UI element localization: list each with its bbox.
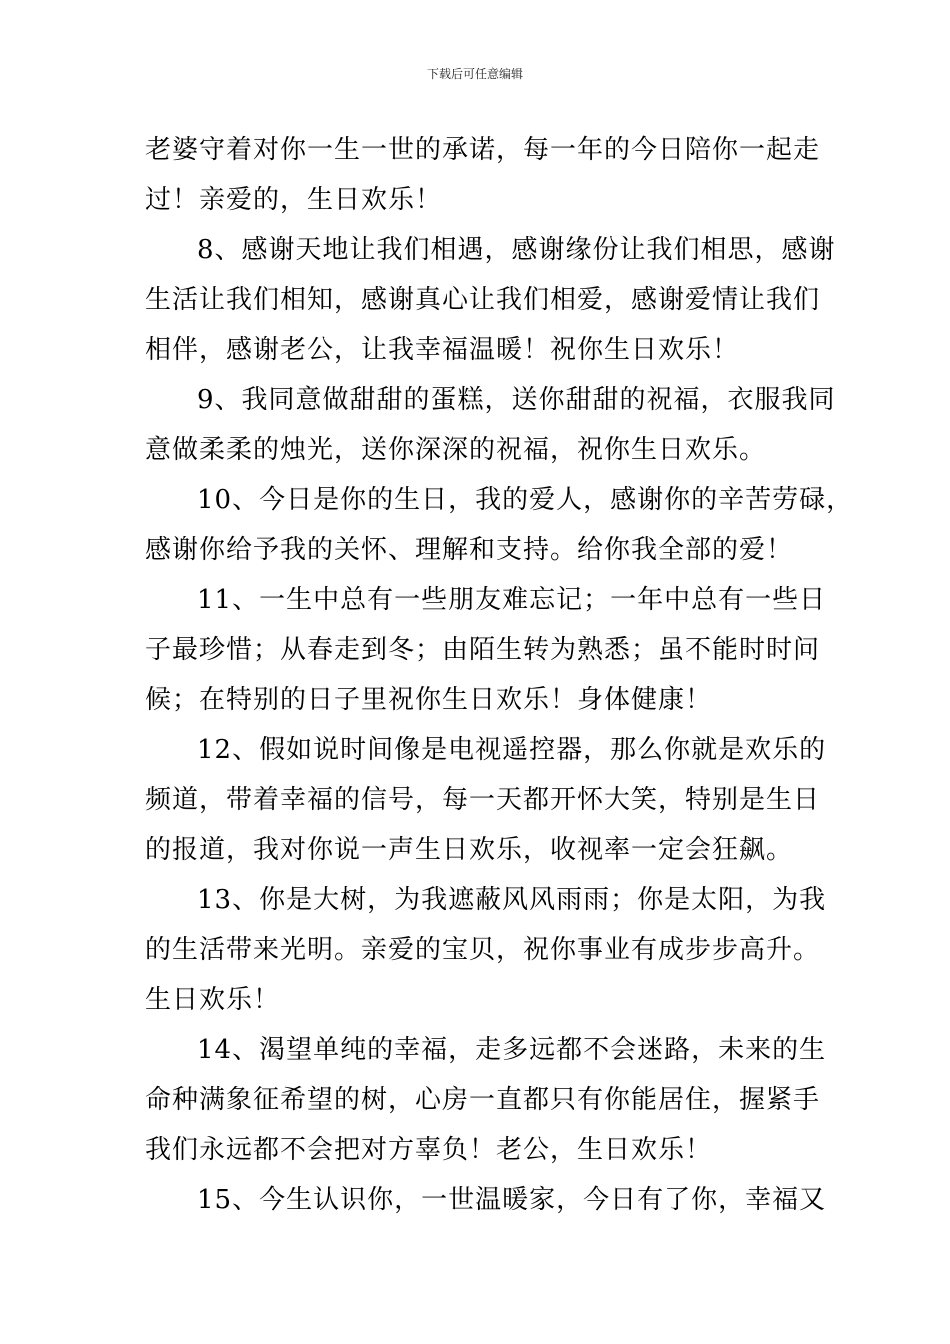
text-line: 生日欢乐！ [145, 985, 281, 1015]
text-line: 生活让我们相知，感谢真心让我们相爱，感谢爱情让我们 [145, 285, 821, 315]
text-line: 的生活带来光明。亲爱的宝贝，祝你事业有成步步高升。 [145, 935, 821, 965]
body-text [145, 125, 854, 1225]
page-header: 下载后可任意编辑 [426, 67, 523, 81]
text-line: 频道，带着幸福的信号，每一天都开怀大笑，特别是生日 [145, 785, 821, 815]
text-line: 13、你是大树，为我遮蔽风风雨雨；你是太阳，为我 [197, 885, 827, 915]
text-line: 14、渴望单纯的幸福，走多远都不会迷路，未来的生 [197, 1035, 827, 1065]
text-line: 老婆守着对你一生一世的承诺，每一年的今日陪你一起走 [145, 135, 821, 165]
text-line: 候；在特别的日子里祝你生日欢乐！身体健康！ [145, 685, 713, 715]
text-line: 的报道，我对你说一声生日欢乐，收视率一定会狂飙。 [145, 835, 794, 865]
text-line: 我们永远都不会把对方辜负！老公，生日欢乐！ [145, 1135, 713, 1165]
text-line: 相伴，感谢老公，让我幸福温暖！祝你生日欢乐！ [145, 335, 740, 365]
text-line: 意做柔柔的烛光，送你深深的祝福，祝你生日欢乐。 [145, 435, 767, 465]
text-line: 12、假如说时间像是电视遥控器，那么你就是欢乐的 [197, 735, 827, 765]
text-line: 15、今生认识你，一世温暖家，今日有了你，幸福又 [197, 1185, 827, 1215]
text-line: 感谢你给予我的关怀、理解和支持。给你我全部的爱！ [145, 535, 794, 565]
text-line: 9、我同意做甜甜的蛋糕，送你甜甜的祝福，衣服我同 [197, 385, 836, 415]
text-line: 命种满象征希望的树，心房一直都只有你能居住，握紧手 [145, 1085, 821, 1115]
text-line: 子最珍惜；从春走到冬；由陌生转为熟悉；虽不能时时问 [145, 635, 821, 665]
text-line: 8、感谢天地让我们相遇，感谢缘份让我们相思，感谢 [197, 235, 836, 265]
text-line: 过！亲爱的，生日欢乐！ [145, 185, 443, 215]
text-line: 10、今日是你的生日，我的爱人，感谢你的辛苦劳碌， [197, 485, 854, 515]
text-line: 11、一生中总有一些朋友难忘记；一年中总有一些日 [197, 585, 827, 615]
